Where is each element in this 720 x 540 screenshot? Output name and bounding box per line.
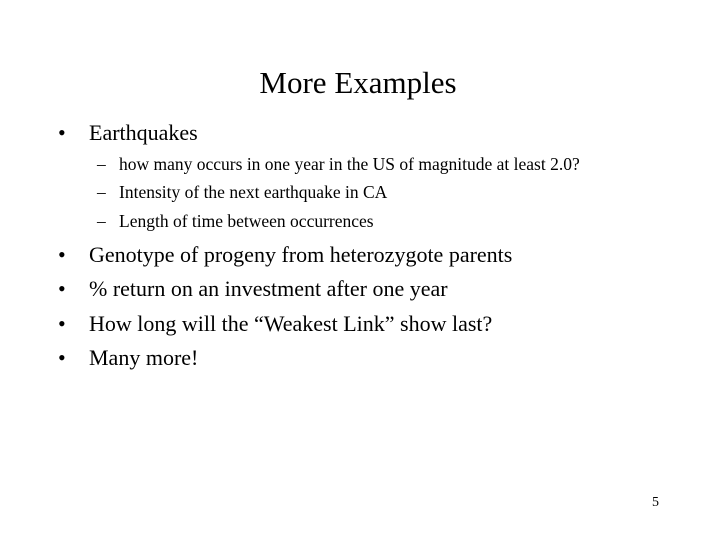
sub-bullet-item <box>97 210 374 232</box>
sub-bullet-text: how many occurs in one year in the US of magnitude at least 2.0? <box>119 154 580 174</box>
sub-bullet-marker: – <box>97 211 106 231</box>
sub-bullet-text: Length of time between occurrences <box>119 211 374 231</box>
sub-bullet-text: Intensity of the next earthquake in CA <box>119 182 388 202</box>
bullet-text: How long will the “Weakest Link” show last? <box>89 311 493 336</box>
bullet-item <box>58 119 198 147</box>
bullet-text: Earthquakes <box>89 120 198 145</box>
sub-bullet-marker: – <box>97 182 106 202</box>
bullet-marker: • <box>58 345 66 370</box>
sub-bullet-item <box>97 153 580 175</box>
bullet-marker: • <box>58 120 66 145</box>
bullet-marker: • <box>58 242 66 267</box>
bullet-text: Many more! <box>89 345 199 370</box>
page-number: 5 <box>652 495 659 510</box>
slide-title: More Examples <box>259 65 457 100</box>
bullet-marker: • <box>58 311 66 336</box>
bullet-item <box>58 275 448 303</box>
bullet-item <box>58 241 512 269</box>
bullet-item <box>58 344 198 372</box>
bullet-marker: • <box>58 276 66 301</box>
sub-bullet-item <box>97 181 387 203</box>
sub-bullet-marker: – <box>97 154 106 174</box>
bullet-text: Genotype of progeny from heterozygote parents <box>89 242 513 267</box>
bullet-item <box>58 310 492 338</box>
bullet-text: % return on an investment after one year <box>89 276 448 301</box>
